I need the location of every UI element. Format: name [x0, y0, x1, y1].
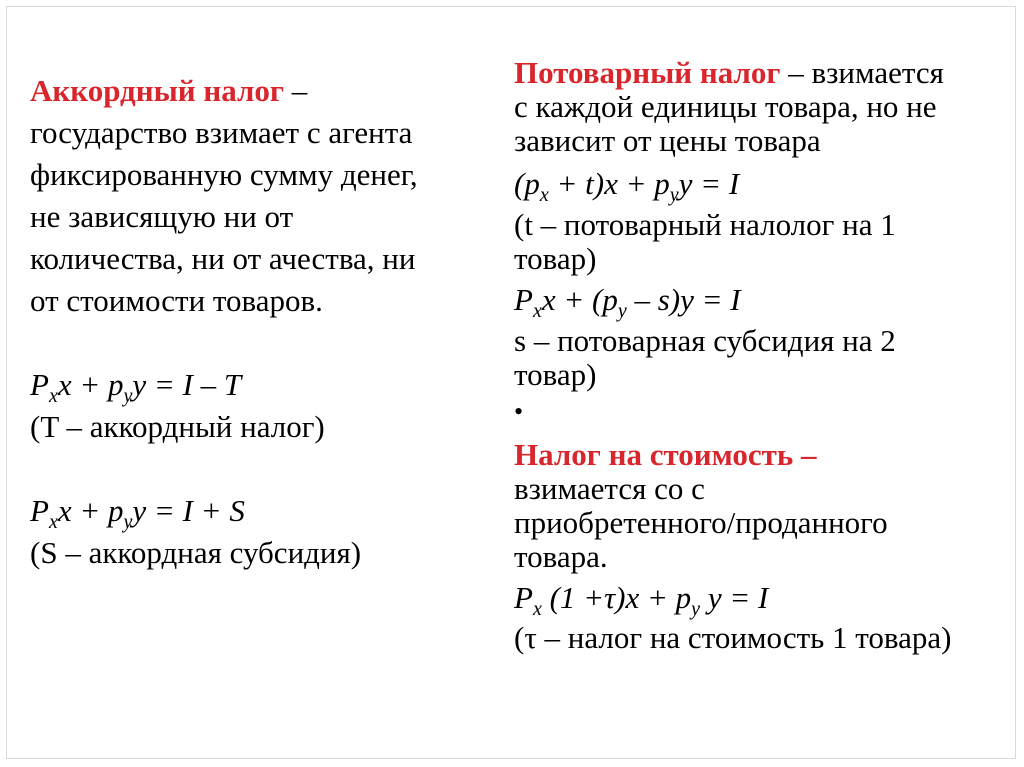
formula-subscript: y — [669, 184, 679, 207]
desc-line: взимается со с — [514, 471, 705, 506]
formula-part: (1 +τ)x + p — [541, 580, 692, 615]
unit-subsidy-formula — [514, 280, 994, 323]
lump-sum-subsidy-note: (S – аккордная субсидия) — [30, 535, 362, 570]
formula-part: x + (p — [541, 282, 618, 317]
unit-tax-column — [514, 56, 994, 658]
heading-dash: – — [284, 73, 308, 108]
formula-subscript: x — [532, 300, 542, 323]
desc-line: приобретенного/проданного — [514, 505, 888, 540]
unit-tax-note: (t – потоварный налолог на 1 — [514, 207, 896, 242]
heading-tail: – взимается — [780, 55, 944, 90]
unit-subsidy-note: s – потоварная субсидия на 2 — [514, 323, 896, 358]
lump-sum-subsidy-formula — [30, 490, 480, 532]
formula-subscript: x — [48, 511, 58, 534]
desc-line: товара. — [514, 539, 608, 574]
formula-part: (p — [514, 166, 540, 201]
lump-sum-tax-note: (T – аккордный налог) — [30, 409, 325, 444]
unit-tax-heading: Потоварный налог — [514, 55, 781, 90]
formula-part: P — [514, 282, 533, 317]
formula-part: P — [30, 367, 49, 402]
formula-subscript: y — [691, 598, 701, 621]
desc-line: не зависящую ни от — [30, 199, 294, 234]
value-tax-heading: Налог на стоимость — [514, 437, 794, 472]
formula-part: y = I + S — [132, 493, 245, 528]
desc-line: фиксированную сумму денег, — [30, 157, 418, 192]
formula-subscript: x — [532, 598, 542, 621]
formula-subscript: y — [123, 511, 133, 534]
formula-subscript: x — [48, 385, 58, 408]
formula-part: y = I — [678, 166, 740, 201]
desc-line: государство взимает с агента — [30, 115, 413, 150]
formula-subscript: y — [123, 385, 133, 408]
desc-line: количества, ни от ачества, ни — [30, 241, 416, 276]
lump-sum-tax-intro — [30, 70, 480, 112]
desc-line: от стоимости товаров. — [30, 283, 323, 318]
bullet-marker: • — [514, 397, 524, 426]
formula-part: y = I — [700, 580, 769, 615]
heading-dash: – — [793, 437, 817, 472]
formula-part: P — [30, 493, 49, 528]
formula-subscript: x — [539, 184, 549, 207]
unit-tax-intro — [514, 56, 994, 90]
formula-part: P — [514, 580, 533, 615]
unit-tax-formula — [514, 164, 994, 207]
formula-subscript: y — [617, 300, 627, 323]
formula-part: y = I – T — [132, 367, 242, 402]
lump-sum-tax-formula — [30, 364, 480, 406]
formula-part: + t)x + p — [548, 166, 670, 201]
unit-tax-note: товар) — [514, 241, 597, 276]
formula-part: – s)y = I — [626, 282, 741, 317]
formula-part: x + p — [57, 493, 124, 528]
formula-part: x + p — [57, 367, 124, 402]
lump-sum-tax-heading: Аккордный налог — [30, 73, 284, 108]
desc-line: с каждой единицы товара, но не — [514, 89, 937, 124]
lump-sum-tax-column — [30, 70, 480, 574]
unit-subsidy-note: товар) — [514, 357, 597, 392]
desc-line: зависит от цены товара — [514, 123, 821, 158]
value-tax-formula — [514, 578, 994, 621]
value-tax-intro — [514, 438, 994, 472]
value-tax-note: (τ – налог на стоимость 1 товара) — [514, 620, 952, 655]
